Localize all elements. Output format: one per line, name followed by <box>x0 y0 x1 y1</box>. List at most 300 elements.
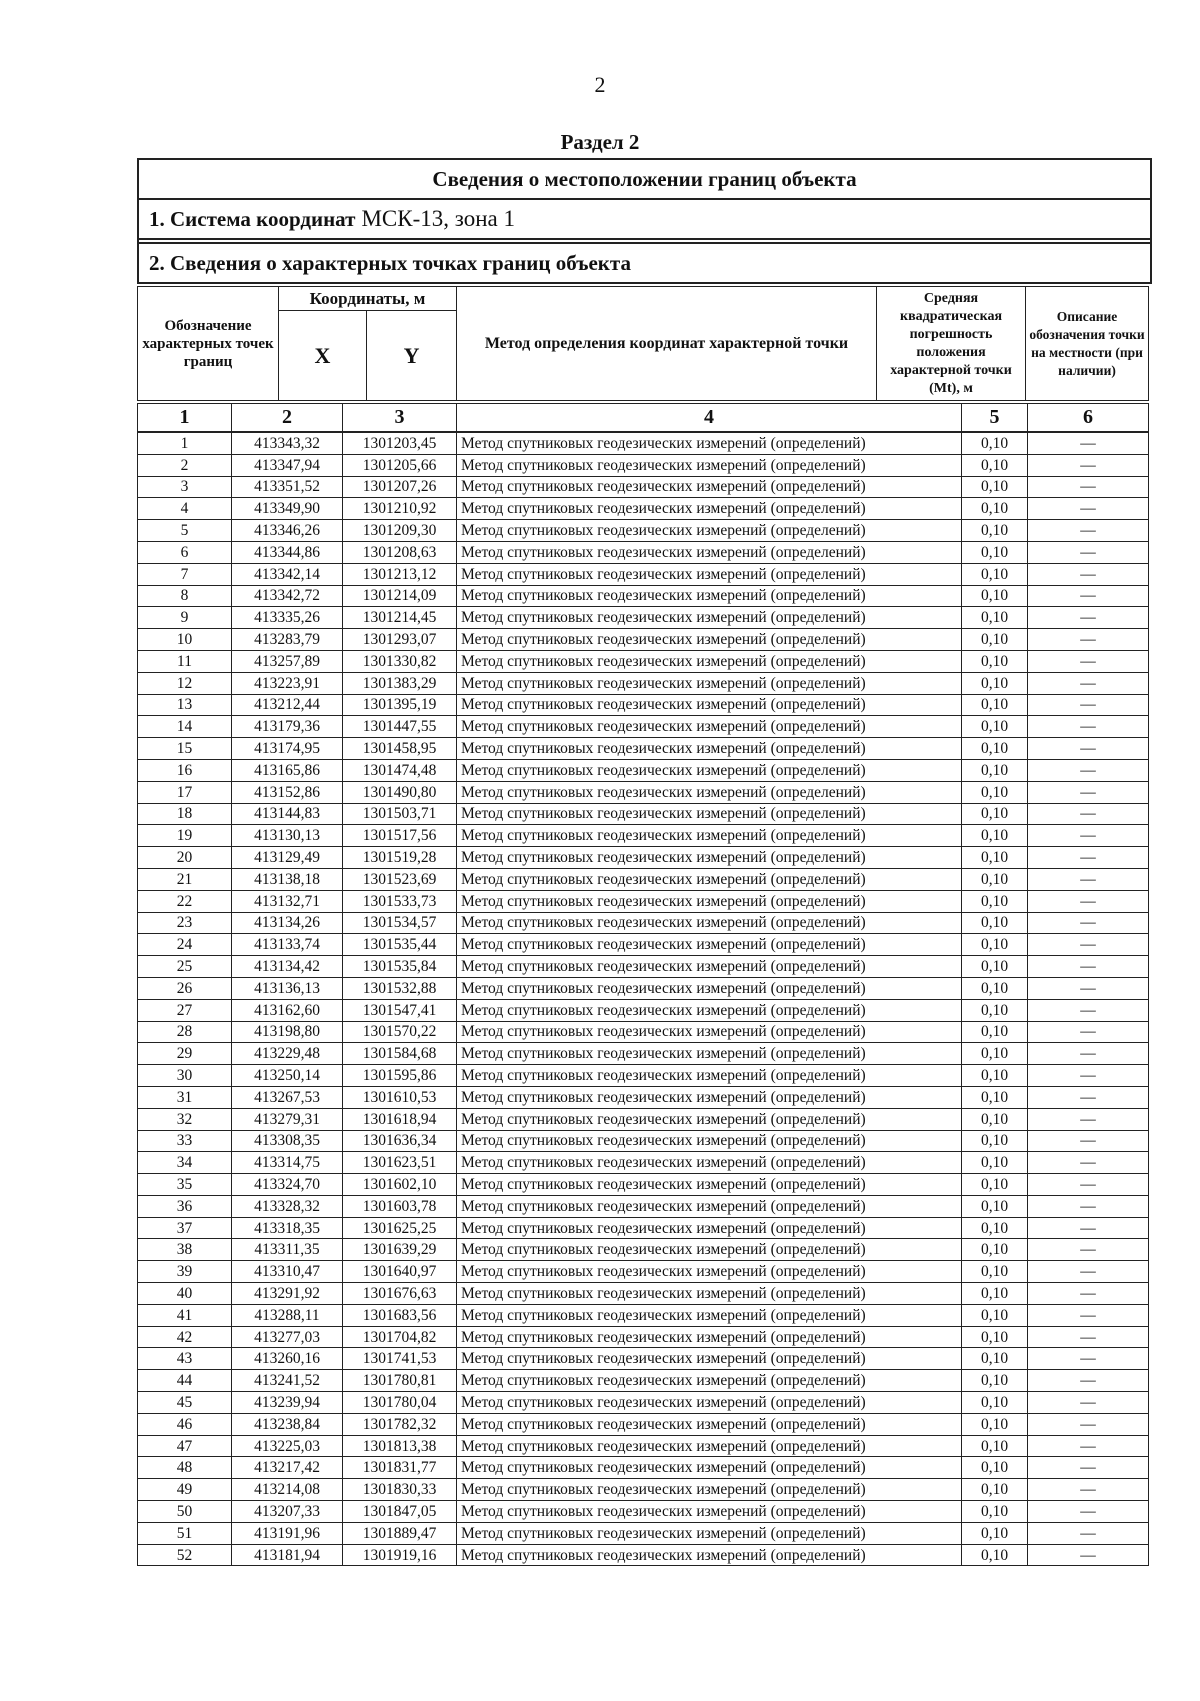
method-cell: Метод спутниковых геодезических измерений (определений) <box>457 1065 962 1087</box>
table-row <box>138 1435 1149 1457</box>
coord-y: 1301330,82 <box>343 650 457 672</box>
coord-y: 1301535,84 <box>343 956 457 978</box>
table-row <box>138 585 1149 607</box>
error-cell: 0,10 <box>962 977 1028 999</box>
error-cell: 0,10 <box>962 1435 1028 1457</box>
description-cell: — <box>1028 890 1149 912</box>
coord-x: 413212,44 <box>232 694 343 716</box>
table-row <box>138 1348 1149 1370</box>
coord-y: 1301533,73 <box>343 890 457 912</box>
description-cell: — <box>1028 1174 1149 1196</box>
table-row <box>138 977 1149 999</box>
coord-x: 413207,33 <box>232 1501 343 1523</box>
description-cell: — <box>1028 1544 1149 1566</box>
error-cell: 0,10 <box>962 520 1028 542</box>
error-cell: 0,10 <box>962 1195 1028 1217</box>
header-method: Метод определения координат характерной точки <box>457 287 877 401</box>
description-cell: — <box>1028 781 1149 803</box>
point-number: 18 <box>138 803 232 825</box>
point-number: 27 <box>138 999 232 1021</box>
method-cell: Метод спутниковых геодезических измерений (определений) <box>457 934 962 956</box>
coord-y: 1301889,47 <box>343 1522 457 1544</box>
coord-y: 1301532,88 <box>343 977 457 999</box>
method-cell: Метод спутниковых геодезических измерений (определений) <box>457 1021 962 1043</box>
error-cell: 0,10 <box>962 1501 1028 1523</box>
error-cell: 0,10 <box>962 694 1028 716</box>
coord-x: 413152,86 <box>232 781 343 803</box>
method-cell: Метод спутниковых геодезических измерений (определений) <box>457 1348 962 1370</box>
coord-x: 413217,42 <box>232 1457 343 1479</box>
coord-y: 1301831,77 <box>343 1457 457 1479</box>
point-number: 4 <box>138 498 232 520</box>
description-cell: — <box>1028 1261 1149 1283</box>
description-cell: — <box>1028 1086 1149 1108</box>
description-cell: — <box>1028 1304 1149 1326</box>
description-cell: — <box>1028 1326 1149 1348</box>
description-cell: — <box>1028 1370 1149 1392</box>
method-cell: Метод спутниковых геодезических измерений (определений) <box>457 890 962 912</box>
error-cell: 0,10 <box>962 541 1028 563</box>
coord-x: 413198,80 <box>232 1021 343 1043</box>
method-cell: Метод спутниковых геодезических измерений (определений) <box>457 738 962 760</box>
description-cell: — <box>1028 759 1149 781</box>
coord-x: 413335,26 <box>232 607 343 629</box>
coord-y: 1301517,56 <box>343 825 457 847</box>
point-number: 17 <box>138 781 232 803</box>
coord-x: 413133,74 <box>232 934 343 956</box>
point-number: 7 <box>138 563 232 585</box>
error-cell: 0,10 <box>962 1086 1028 1108</box>
error-cell: 0,10 <box>962 650 1028 672</box>
method-cell: Метод спутниковых геодезических измерений (определений) <box>457 956 962 978</box>
coord-x: 413308,35 <box>232 1130 343 1152</box>
table-row <box>138 563 1149 585</box>
coord-x: 413229,48 <box>232 1043 343 1065</box>
method-cell: Метод спутниковых геодезических измерений (определений) <box>457 868 962 890</box>
coord-x: 413349,90 <box>232 498 343 520</box>
coord-y: 1301293,07 <box>343 629 457 651</box>
coord-x: 413130,13 <box>232 825 343 847</box>
coord-x: 413144,83 <box>232 803 343 825</box>
method-cell: Метод спутниковых геодезических измерений (определений) <box>457 1261 962 1283</box>
coord-y: 1301595,86 <box>343 1065 457 1087</box>
coord-y: 1301704,82 <box>343 1326 457 1348</box>
description-cell: — <box>1028 716 1149 738</box>
column-number: 3 <box>343 404 457 433</box>
coord-y: 1301780,04 <box>343 1392 457 1414</box>
table-row <box>138 432 1149 454</box>
description-cell: — <box>1028 454 1149 476</box>
coord-x: 413342,14 <box>232 563 343 585</box>
header-designation: Обозначение характерных точек границ <box>138 287 279 401</box>
coord-y: 1301210,92 <box>343 498 457 520</box>
coord-system-label: 1. Система координат <box>149 206 356 231</box>
table-row <box>138 498 1149 520</box>
point-number: 6 <box>138 541 232 563</box>
table-row <box>138 1021 1149 1043</box>
coord-x: 413239,94 <box>232 1392 343 1414</box>
method-cell: Метод спутниковых геодезических измерений (определений) <box>457 1457 962 1479</box>
description-cell: — <box>1028 563 1149 585</box>
point-number: 2 <box>138 454 232 476</box>
description-cell: — <box>1028 607 1149 629</box>
coord-y: 1301523,69 <box>343 868 457 890</box>
coord-x: 413132,71 <box>232 890 343 912</box>
error-cell: 0,10 <box>962 1457 1028 1479</box>
table-row <box>138 1392 1149 1414</box>
coord-y: 1301919,16 <box>343 1544 457 1566</box>
table-row <box>138 607 1149 629</box>
table-row <box>138 912 1149 934</box>
error-cell: 0,10 <box>962 716 1028 738</box>
method-cell: Метод спутниковых геодезических измерений (определений) <box>457 1392 962 1414</box>
table-row <box>138 1152 1149 1174</box>
error-cell: 0,10 <box>962 585 1028 607</box>
point-number: 52 <box>138 1544 232 1566</box>
method-cell: Метод спутниковых геодезических измерений (определений) <box>457 541 962 563</box>
description-cell: — <box>1028 432 1149 454</box>
point-number: 14 <box>138 716 232 738</box>
coord-x: 413181,94 <box>232 1544 343 1566</box>
point-number: 5 <box>138 520 232 542</box>
coord-y: 1301503,71 <box>343 803 457 825</box>
error-cell: 0,10 <box>962 1326 1028 1348</box>
method-cell: Метод спутниковых геодезических измерений (определений) <box>457 1283 962 1305</box>
coord-y: 1301207,26 <box>343 476 457 498</box>
error-cell: 0,10 <box>962 1413 1028 1435</box>
description-cell: — <box>1028 476 1149 498</box>
table-row <box>138 1370 1149 1392</box>
table-row <box>138 454 1149 476</box>
coord-y: 1301519,28 <box>343 847 457 869</box>
point-number: 16 <box>138 759 232 781</box>
method-cell: Метод спутниковых геодезических измерений (определений) <box>457 1195 962 1217</box>
coord-x: 413138,18 <box>232 868 343 890</box>
table-row <box>138 716 1149 738</box>
coord-y: 1301676,63 <box>343 1283 457 1305</box>
method-cell: Метод спутниковых геодезических измерений (определений) <box>457 650 962 672</box>
point-number: 11 <box>138 650 232 672</box>
coord-y: 1301623,51 <box>343 1152 457 1174</box>
table-row <box>138 1479 1149 1501</box>
point-number: 19 <box>138 825 232 847</box>
description-cell: — <box>1028 629 1149 651</box>
coord-x: 413179,36 <box>232 716 343 738</box>
error-cell: 0,10 <box>962 1174 1028 1196</box>
coord-y: 1301535,44 <box>343 934 457 956</box>
point-number: 44 <box>138 1370 232 1392</box>
error-cell: 0,10 <box>962 454 1028 476</box>
method-cell: Метод спутниковых геодезических измерений (определений) <box>457 847 962 869</box>
coord-y: 1301847,05 <box>343 1501 457 1523</box>
table-row <box>138 541 1149 563</box>
coord-x: 413214,08 <box>232 1479 343 1501</box>
point-number: 12 <box>138 672 232 694</box>
description-cell: — <box>1028 1283 1149 1305</box>
coord-x: 413250,14 <box>232 1065 343 1087</box>
error-cell: 0,10 <box>962 1370 1028 1392</box>
column-numbers-row <box>138 404 1149 433</box>
method-cell: Метод спутниковых геодезических измерений (определений) <box>457 1522 962 1544</box>
coord-y: 1301602,10 <box>343 1174 457 1196</box>
error-cell: 0,10 <box>962 912 1028 934</box>
error-cell: 0,10 <box>962 868 1028 890</box>
description-cell: — <box>1028 541 1149 563</box>
description-cell: — <box>1028 977 1149 999</box>
method-cell: Метод спутниковых геодезических измерений (определений) <box>457 1304 962 1326</box>
point-number: 48 <box>138 1457 232 1479</box>
error-cell: 0,10 <box>962 1043 1028 1065</box>
error-cell: 0,10 <box>962 1283 1028 1305</box>
method-cell: Метод спутниковых геодезических измерений (определений) <box>457 1152 962 1174</box>
description-cell: — <box>1028 650 1149 672</box>
method-cell: Метод спутниковых геодезических измерений (определений) <box>457 1239 962 1261</box>
error-cell: 0,10 <box>962 934 1028 956</box>
error-cell: 0,10 <box>962 803 1028 825</box>
method-cell: Метод спутниковых геодезических измерений (определений) <box>457 1501 962 1523</box>
coord-y: 1301741,53 <box>343 1348 457 1370</box>
error-cell: 0,10 <box>962 476 1028 498</box>
coord-x: 413225,03 <box>232 1435 343 1457</box>
column-number: 2 <box>232 404 343 433</box>
method-cell: Метод спутниковых геодезических измерений (определений) <box>457 672 962 694</box>
method-cell: Метод спутниковых геодезических измерений (определений) <box>457 454 962 476</box>
method-cell: Метод спутниковых геодезических измерений (определений) <box>457 694 962 716</box>
method-cell: Метод спутниковых геодезических измерений (определений) <box>457 520 962 542</box>
coord-x: 413288,11 <box>232 1304 343 1326</box>
coord-y: 1301683,56 <box>343 1304 457 1326</box>
table-row <box>138 868 1149 890</box>
coord-x: 413342,72 <box>232 585 343 607</box>
point-number: 31 <box>138 1086 232 1108</box>
coord-y: 1301618,94 <box>343 1108 457 1130</box>
point-number: 37 <box>138 1217 232 1239</box>
method-cell: Метод спутниковых геодезических измерений (определений) <box>457 1435 962 1457</box>
coord-x: 413267,53 <box>232 1086 343 1108</box>
error-cell: 0,10 <box>962 847 1028 869</box>
coord-y: 1301383,29 <box>343 672 457 694</box>
section-title: Раздел 2 <box>560 130 640 154</box>
points-table <box>137 403 1149 1566</box>
header-description: Описание обозначения точки на местности (при наличии) <box>1026 287 1149 401</box>
error-cell: 0,10 <box>962 1479 1028 1501</box>
description-cell: — <box>1028 912 1149 934</box>
error-cell: 0,10 <box>962 629 1028 651</box>
column-number: 4 <box>457 404 962 433</box>
error-cell: 0,10 <box>962 1392 1028 1414</box>
method-cell: Метод спутниковых геодезических измерений (определений) <box>457 1217 962 1239</box>
method-cell: Метод спутниковых геодезических измерений (определений) <box>457 1174 962 1196</box>
point-number: 43 <box>138 1348 232 1370</box>
coord-x: 413260,16 <box>232 1348 343 1370</box>
point-number: 50 <box>138 1501 232 1523</box>
error-cell: 0,10 <box>962 1108 1028 1130</box>
coord-system-row <box>139 200 1150 240</box>
coord-y: 1301214,09 <box>343 585 457 607</box>
description-cell: — <box>1028 934 1149 956</box>
error-cell: 0,10 <box>962 956 1028 978</box>
method-cell: Метод спутниковых геодезических измерений (определений) <box>457 912 962 934</box>
description-cell: — <box>1028 1043 1149 1065</box>
point-number: 22 <box>138 890 232 912</box>
point-number: 38 <box>138 1239 232 1261</box>
table-row <box>138 1130 1149 1152</box>
coord-y: 1301584,68 <box>343 1043 457 1065</box>
point-number: 36 <box>138 1195 232 1217</box>
table-row <box>138 738 1149 760</box>
coord-x: 413318,35 <box>232 1217 343 1239</box>
coord-y: 1301570,22 <box>343 1021 457 1043</box>
error-cell: 0,10 <box>962 432 1028 454</box>
table-row <box>138 1522 1149 1544</box>
coord-x: 413238,84 <box>232 1413 343 1435</box>
coord-y: 1301636,34 <box>343 1130 457 1152</box>
table-row <box>138 759 1149 781</box>
point-number: 40 <box>138 1283 232 1305</box>
table-row <box>138 803 1149 825</box>
table-row <box>138 1501 1149 1523</box>
point-number: 47 <box>138 1435 232 1457</box>
table-row <box>138 1217 1149 1239</box>
error-cell: 0,10 <box>962 563 1028 585</box>
point-number: 46 <box>138 1413 232 1435</box>
table-row <box>138 956 1149 978</box>
table-row <box>138 1544 1149 1566</box>
coord-y: 1301395,19 <box>343 694 457 716</box>
error-cell: 0,10 <box>962 1522 1028 1544</box>
coord-x: 413174,95 <box>232 738 343 760</box>
coord-x: 413191,96 <box>232 1522 343 1544</box>
header-error: Средняя квадратическая погрешность положения характерной точки (Мt), м <box>877 287 1026 401</box>
point-number: 1 <box>138 432 232 454</box>
method-cell: Метод спутниковых геодезических измерений (определений) <box>457 999 962 1021</box>
table-row <box>138 520 1149 542</box>
table-row <box>138 1261 1149 1283</box>
error-cell: 0,10 <box>962 738 1028 760</box>
point-number: 24 <box>138 934 232 956</box>
description-cell: — <box>1028 1392 1149 1414</box>
coord-x: 413344,86 <box>232 541 343 563</box>
table-row <box>138 1304 1149 1326</box>
coord-x: 413277,03 <box>232 1326 343 1348</box>
error-cell: 0,10 <box>962 825 1028 847</box>
description-cell: — <box>1028 1021 1149 1043</box>
coord-x: 413314,75 <box>232 1152 343 1174</box>
point-number: 9 <box>138 607 232 629</box>
table-row <box>138 476 1149 498</box>
point-number: 10 <box>138 629 232 651</box>
table-row <box>138 672 1149 694</box>
table-row <box>138 1326 1149 1348</box>
table-row <box>138 999 1149 1021</box>
point-number: 26 <box>138 977 232 999</box>
method-cell: Метод спутниковых геодезических измерений (определений) <box>457 1130 962 1152</box>
method-cell: Метод спутниковых геодезических измерений (определений) <box>457 977 962 999</box>
method-cell: Метод спутниковых геодезических измерений (определений) <box>457 1413 962 1435</box>
coord-y: 1301640,97 <box>343 1261 457 1283</box>
error-cell: 0,10 <box>962 1261 1028 1283</box>
description-cell: — <box>1028 1108 1149 1130</box>
method-cell: Метод спутниковых геодезических измерений (определений) <box>457 1108 962 1130</box>
table-row <box>138 890 1149 912</box>
table-row <box>138 1283 1149 1305</box>
coord-x: 413279,31 <box>232 1108 343 1130</box>
point-number: 35 <box>138 1174 232 1196</box>
table-row <box>138 825 1149 847</box>
description-cell: — <box>1028 1522 1149 1544</box>
description-cell: — <box>1028 1130 1149 1152</box>
coord-x: 413328,32 <box>232 1195 343 1217</box>
error-cell: 0,10 <box>962 1021 1028 1043</box>
coord-x: 413351,52 <box>232 476 343 498</box>
coord-x: 413324,70 <box>232 1174 343 1196</box>
column-number: 1 <box>138 404 232 433</box>
table-row <box>138 1195 1149 1217</box>
coord-x: 413257,89 <box>232 650 343 672</box>
point-number: 39 <box>138 1261 232 1283</box>
coord-x: 413134,26 <box>232 912 343 934</box>
description-cell: — <box>1028 956 1149 978</box>
coord-x: 413129,49 <box>232 847 343 869</box>
error-cell: 0,10 <box>962 1544 1028 1566</box>
points-title: 2. Сведения о характерных точках границ объекта <box>139 242 1150 284</box>
description-cell: — <box>1028 1195 1149 1217</box>
coord-x: 413223,91 <box>232 672 343 694</box>
column-number: 6 <box>1028 404 1149 433</box>
table-row <box>138 1065 1149 1087</box>
table-row <box>138 1174 1149 1196</box>
point-number: 45 <box>138 1392 232 1414</box>
description-cell: — <box>1028 825 1149 847</box>
point-number: 30 <box>138 1065 232 1087</box>
error-cell: 0,10 <box>962 781 1028 803</box>
point-number: 15 <box>138 738 232 760</box>
coord-x: 413346,26 <box>232 520 343 542</box>
table-row <box>138 1239 1149 1261</box>
coord-x: 413162,60 <box>232 999 343 1021</box>
coord-x: 413165,86 <box>232 759 343 781</box>
description-cell: — <box>1028 1217 1149 1239</box>
error-cell: 0,10 <box>962 890 1028 912</box>
method-cell: Метод спутниковых геодезических измерений (определений) <box>457 1086 962 1108</box>
method-cell: Метод спутниковых геодезических измерений (определений) <box>457 1370 962 1392</box>
description-cell: — <box>1028 498 1149 520</box>
header-x: X <box>279 311 367 401</box>
table-row <box>138 1413 1149 1435</box>
document-frame <box>137 158 1152 284</box>
point-number: 41 <box>138 1304 232 1326</box>
point-number: 49 <box>138 1479 232 1501</box>
table-row <box>138 1086 1149 1108</box>
error-cell: 0,10 <box>962 759 1028 781</box>
coord-y: 1301213,12 <box>343 563 457 585</box>
description-cell: — <box>1028 1152 1149 1174</box>
point-number: 13 <box>138 694 232 716</box>
description-cell: — <box>1028 1348 1149 1370</box>
table-row <box>138 694 1149 716</box>
column-number: 5 <box>962 404 1028 433</box>
coord-x: 413136,13 <box>232 977 343 999</box>
coord-y: 1301534,57 <box>343 912 457 934</box>
error-cell: 0,10 <box>962 498 1028 520</box>
coord-y: 1301208,63 <box>343 541 457 563</box>
point-number: 23 <box>138 912 232 934</box>
coord-y: 1301547,41 <box>343 999 457 1021</box>
page-number: 2 <box>594 72 606 97</box>
method-cell: Метод спутниковых геодезических измерений (определений) <box>457 1544 962 1566</box>
coord-y: 1301780,81 <box>343 1370 457 1392</box>
point-number: 34 <box>138 1152 232 1174</box>
